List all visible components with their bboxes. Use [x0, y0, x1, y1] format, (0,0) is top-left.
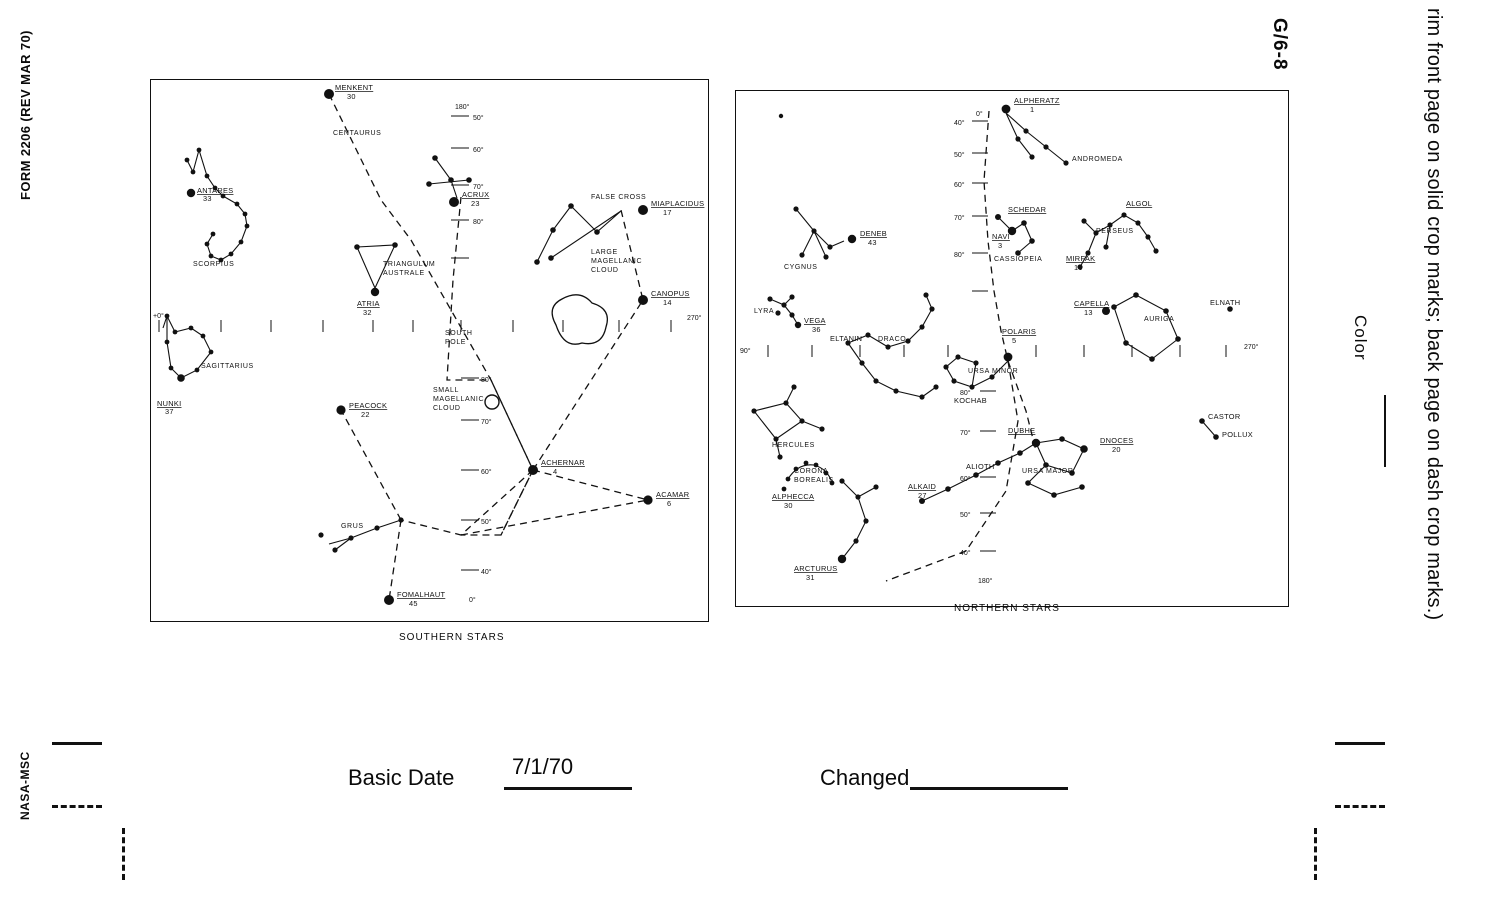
- star-num-achernar: 4: [553, 467, 558, 476]
- small-magellanic-cloud-marker: [485, 395, 499, 409]
- changed-rule: [910, 787, 1068, 790]
- star-num-alpheratz: 1: [1030, 105, 1035, 114]
- star-label-alkaid: ALKAID: [908, 482, 937, 491]
- star-label-peacock: PEACOCK: [349, 401, 388, 410]
- star-label-capella: CAPELLA: [1074, 299, 1110, 308]
- star-num-peacock: 22: [361, 410, 370, 419]
- tick-s70: 70°: [473, 184, 484, 191]
- northern-chart-caption: NORTHERN STARS: [954, 603, 1060, 614]
- star-label-kochab: KOCHAB: [954, 396, 988, 405]
- star-label-elnath: ELNATH: [1210, 298, 1241, 307]
- star-label-antares: ANTARES: [197, 186, 234, 195]
- tick-s40b: 40°: [481, 569, 492, 576]
- constellation-label-lyra: LYRA: [754, 308, 775, 315]
- tick-270: 270°: [687, 315, 702, 322]
- tick-s80: 80°: [473, 219, 484, 226]
- tick-n70: 70°: [954, 215, 965, 222]
- constellation-label-cygnus: CYGNUS: [784, 264, 818, 271]
- constellation-label-ursa-minor: URSA MINOR: [968, 368, 1019, 375]
- tick-n60: 60°: [954, 182, 965, 189]
- northern-star-chart: [735, 90, 1289, 607]
- tick-n80b: 80°: [960, 390, 971, 397]
- tick-plus-0: +0°: [153, 313, 164, 320]
- constellation-label-sagittarius: SAGITTARIUS: [201, 363, 254, 370]
- large-magellanic-cloud-marker: [552, 295, 607, 344]
- tick-s0: 0°: [469, 597, 476, 604]
- star-label-achernar: ACHERNAR: [541, 458, 585, 467]
- constellation-label-triangulum-australe: TRIANGULUM: [383, 261, 436, 268]
- crop-mark-dash-bottom-left-vert: [122, 828, 125, 880]
- tick-s60b: 60°: [481, 469, 492, 476]
- star-num-atria: 32: [363, 308, 372, 317]
- crop-mark-solid-bottom-right: [1335, 742, 1385, 745]
- crop-mark-dash-bottom-right: [1335, 805, 1385, 808]
- constellation-label-cassiopeia: CASSIOPEIA: [994, 256, 1043, 263]
- star-label-vega: VEGA: [804, 316, 826, 325]
- star-num-menkent: 30: [347, 92, 356, 101]
- label-small-magellanic-cloud: SMALL: [433, 387, 459, 394]
- star-label-schedar: SCHEDAR: [1008, 205, 1047, 214]
- tick-s70b: 70°: [481, 419, 492, 426]
- constellation-label-scorpius: SCORPIUS: [193, 261, 235, 268]
- star-label-alioth: ALIOTH: [966, 462, 995, 471]
- northern-chart-svg: [736, 91, 1288, 606]
- star-label-fomalhaut: FOMALHAUT: [397, 590, 446, 599]
- constellation-label-hercules: HERCULES: [772, 442, 815, 449]
- star-num-antares: 33: [203, 194, 212, 203]
- star-num-polaris: 5: [1012, 336, 1017, 345]
- star-label-acamar: ACAMAR: [656, 490, 690, 499]
- label-small-magellanic-cloud-2: MAGELLANIC: [433, 396, 485, 403]
- star-num-vega: 36: [812, 325, 821, 334]
- star-num-acamar: 6: [667, 499, 672, 508]
- star-label-polaris: POLARIS: [1002, 327, 1037, 336]
- tick-n180: 180°: [978, 578, 993, 585]
- star-num-alkaid: 27: [918, 491, 927, 500]
- basic-date-rule: [504, 787, 632, 790]
- star-label-menkent: MENKENT: [335, 83, 374, 92]
- tick-90: 90°: [740, 348, 751, 355]
- star-num-arcturus: 31: [806, 573, 815, 582]
- constellation-label-corona-borealis-2: BOREALIS: [794, 477, 834, 484]
- star-num-canopus: 14: [663, 298, 672, 307]
- star-label-deneb: DENEB: [860, 229, 887, 238]
- star-num-nunki: 37: [165, 407, 174, 416]
- label-small-magellanic-cloud-3: CLOUD: [433, 405, 461, 412]
- star-label-canopus: CANOPUS: [651, 289, 690, 298]
- star-label-dubhe: DUBHE: [1008, 426, 1036, 435]
- star-label-mirfak: MIRFAK: [1066, 254, 1096, 263]
- star-label-alpheratz: ALPHERATZ: [1014, 96, 1060, 105]
- tick-s50: 50°: [473, 115, 484, 122]
- star-label-alphecca: ALPHECCA: [772, 492, 815, 501]
- star-num-alphecca: 30: [784, 501, 793, 510]
- southern-chart-caption: SOUTHERN STARS: [399, 632, 505, 643]
- changed-label: Changed: [820, 765, 910, 790]
- agency-label: NASA-MSC: [18, 751, 32, 820]
- star-label-nunki: NUNKI: [157, 399, 182, 408]
- tick-n0: 0°: [976, 111, 983, 118]
- tick-n50: 50°: [954, 152, 965, 159]
- star-label-dnoces: DNOCES: [1100, 436, 1134, 445]
- star-label-atria: ATRIA: [357, 299, 380, 308]
- crop-mark-dash-bottom-left: [52, 805, 102, 808]
- tick-n50b: 50°: [960, 512, 971, 519]
- star-label-arcturus: ARCTURUS: [794, 564, 838, 573]
- star-label-eltanin: ELTANIN: [830, 334, 863, 343]
- star-label-castor: CASTOR: [1208, 412, 1241, 421]
- star-num-dnoces: 20: [1112, 445, 1121, 454]
- southern-star-chart: [150, 79, 709, 622]
- star-label-miaplacidus: MIAPLACIDUS: [651, 199, 705, 208]
- constellation-label-triangulum-australe-2: AUSTRALE: [383, 270, 425, 277]
- tick-n60b: 60°: [960, 476, 971, 483]
- tick-s60: 60°: [473, 147, 484, 154]
- southern-chart-svg: [151, 80, 708, 621]
- constellation-label-false-cross: FALSE CROSS: [591, 194, 647, 201]
- star-label-algol: ALGOL: [1126, 199, 1153, 208]
- constellation-label-ursa-major: URSA MAJOR: [1022, 468, 1074, 475]
- star-num-acrux: 23: [471, 199, 480, 208]
- label-large-magellanic-cloud-3: CLOUD: [591, 267, 619, 274]
- color-label: Color: [1351, 315, 1370, 361]
- tick-s50b: 50°: [481, 519, 492, 526]
- star-label-navi: NAVI: [992, 232, 1010, 241]
- star-num-capella: 13: [1084, 308, 1093, 317]
- tick-n40b: 40°: [960, 550, 971, 557]
- color-rule: [1384, 395, 1386, 467]
- basic-date-value: 7/1/70: [512, 754, 574, 779]
- star-num-fomalhaut: 45: [409, 599, 418, 608]
- crop-mark-dash-bottom-right-vert: [1314, 828, 1317, 880]
- page-code: G/6-8: [1269, 18, 1290, 71]
- star-label-acrux: ACRUX: [462, 190, 490, 199]
- tick-s80b: 80°: [481, 377, 492, 384]
- label-south-pole: SOUTH: [445, 330, 473, 337]
- constellation-label-centaurus: CENTAURUS: [333, 130, 382, 137]
- star-num-deneb: 43: [868, 238, 877, 247]
- tick-n270: 270°: [1244, 344, 1259, 351]
- star-num-navi: 3: [998, 241, 1003, 250]
- constellation-label-draco: DRACO: [878, 336, 907, 343]
- constellation-label-corona-borealis: CORONA: [794, 468, 829, 475]
- constellation-label-grus: GRUS: [341, 523, 364, 530]
- star-label-pollux: POLLUX: [1222, 430, 1253, 439]
- constellation-label-auriga: AURIGA: [1144, 316, 1175, 323]
- crop-instruction-note: rim front page on solid crop marks; back page on dash crop marks.): [1423, 8, 1445, 621]
- tick-n40: 40°: [954, 120, 965, 127]
- star-num-mirfak: 10: [1074, 263, 1083, 272]
- constellation-label-andromeda: ANDROMEDA: [1072, 156, 1123, 163]
- constellation-label-perseus: PERSEUS: [1096, 228, 1134, 235]
- form-number: FORM 2206 (REV MAR 70): [18, 30, 33, 200]
- basic-date-label: Basic Date: [348, 765, 455, 790]
- label-large-magellanic-cloud-2: MAGELLANIC: [591, 258, 643, 265]
- label-south-pole-2: POLE: [445, 339, 467, 346]
- tick-180: 180°: [455, 104, 470, 111]
- label-large-magellanic-cloud: LARGE: [591, 249, 618, 256]
- star-num-miaplacidus: 17: [663, 208, 672, 217]
- crop-mark-solid-bottom-left: [52, 742, 102, 745]
- tick-n80: 80°: [954, 252, 965, 259]
- tick-n70b: 70°: [960, 430, 971, 437]
